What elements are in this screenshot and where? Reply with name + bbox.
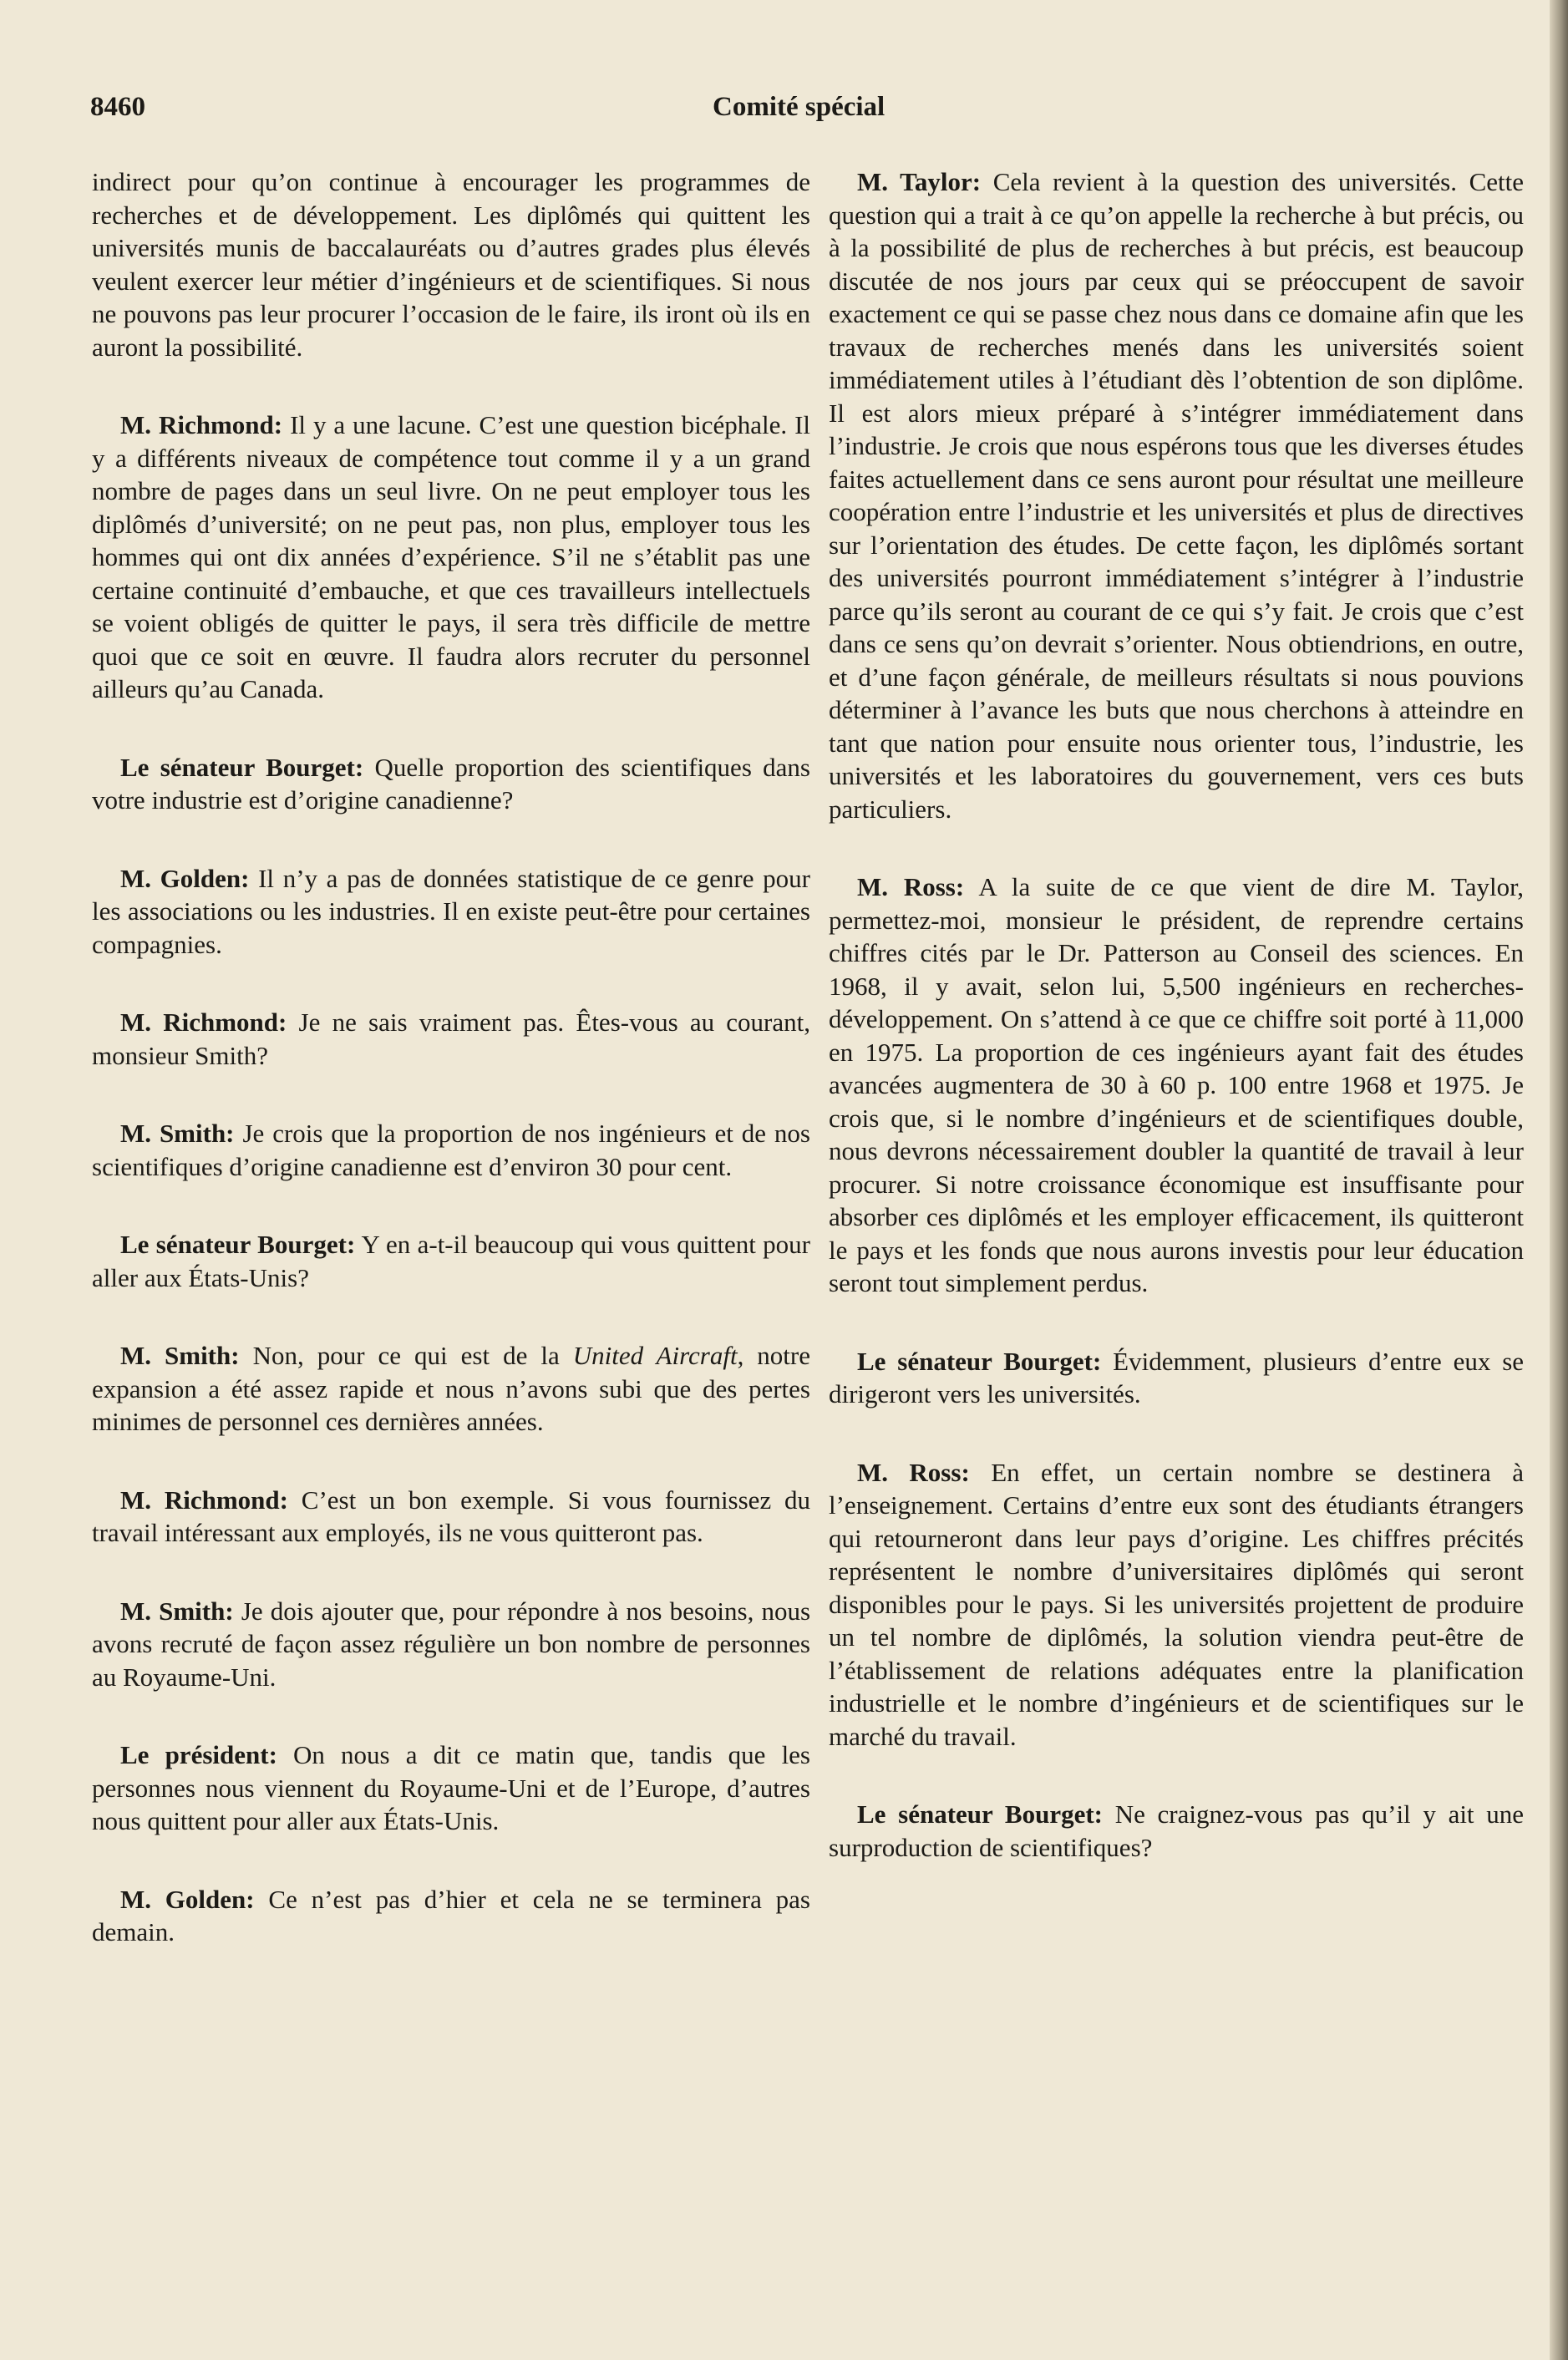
speech-text: Il n’y a pas de données statistique de ce genre pour les associations ou les industries. Il en existe peut-être pour certaines compagnies.: [92, 863, 810, 959]
speech-text: On nous a dit ce matin que, tandis que les personnes nous viennent du Royaume-Uni et de l’Europe, d’autres nous quittent pour aller aux États-Unis.: [92, 1740, 811, 1835]
speaker-name: Le président:: [120, 1740, 277, 1769]
speech-text: Ne craignez-vous pas qu’il y ait une surproduction de scientifiques?: [829, 1799, 1525, 1862]
transcript-paragraph: [92, 862, 810, 962]
right-column: [829, 165, 1524, 1909]
speech-text: Je dois ajouter que, pour répondre à nos besoins, nous avons recruté de façon assez régulière un bon nombre de personnes au Royaume-Uni.: [92, 1596, 811, 1692]
speaker-name: M. Smith:: [120, 1596, 234, 1626]
left-column: [92, 165, 810, 1994]
speaker-name: M. Richmond:: [120, 1007, 287, 1037]
speech-text: Quelle proportion des scientifiques dans votre industrie est d’origine canadienne?: [92, 752, 810, 815]
page-binding-edge: [1550, 0, 1568, 2360]
speech-text: C’est un bon exemple. Si vous fournissez du travail intéressant aux employés, ils ne vous quitteront pas.: [92, 1485, 811, 1547]
speech-text: Évidemment, plusieurs d’entre eux se dirigeront vers les universités.: [829, 1346, 1525, 1408]
transcript-paragraph: [92, 1339, 810, 1439]
page-number: 8460: [90, 92, 145, 122]
speaker-name: Le sénateur Bourget:: [120, 1230, 356, 1259]
transcript-paragraph: [92, 409, 810, 706]
speaker-name: M. Ross:: [857, 1457, 970, 1487]
transcript-paragraph: [92, 1484, 810, 1550]
page-header: [90, 92, 1527, 134]
speaker-name: M. Smith:: [120, 1119, 235, 1148]
speech-text: Ce n’est pas d’hier et cela ne se terminera pas demain.: [92, 1884, 810, 1946]
speech-text: Cela revient à la question des universités. Cette question qui a trait à ce qu’on appelle la recherche à but précis, ou à la possibilité de plus de recherches à but précis, est beaucoup discutée de nos jours par ceux qui se préoccupent de savoir exactement ce qui se passe chez nous dans ce domaine afin que les travaux de recherches menés dans les universités soient immédiatement utiles à l’étudiant dès l’obtention de son diplôme. Il est alors mieux préparé à s’intégrer immédiatement dans l’industrie. Je crois que nous espérons tous que les diverses études faites actuellement dans ce sens auront pour résultat une meilleure coopération entre l’industrie et les universités et plus de directives sur l’orientation des études. De cette façon, les diplômés sortant des universités pourront immédiatement s’intégrer à l’industrie parce qu’ils seront au courant de ce qui s’y fait. Je crois que c’est dans ce sens qu’on devrait s’orienter. Nous obtiendrions, en outre, et d’une façon générale, de meilleurs résultats si nous pouvions déterminer à l’avance les buts que nous cherchons à atteindre en tant que nation pour ensuite nous orienter tous, l’industrie, les universités et les laboratoires du gouvernement, vers ces buts particuliers.: [829, 167, 1525, 824]
speech-text: , notre expansion a été assez rapide et nous n’avons subi que des pertes minimes de personnel ces dernières années.: [92, 1341, 811, 1436]
speaker-name: Le sénateur Bourget:: [857, 1799, 1103, 1829]
speech-text-lead: Non, pour ce qui est de la: [252, 1341, 560, 1370]
transcript-paragraph: [92, 751, 810, 817]
transcript-paragraph: [92, 1006, 810, 1072]
speaker-name: M. Smith:: [120, 1341, 240, 1370]
transcript-paragraph: [829, 1798, 1524, 1864]
speech-text: En effet, un certain nombre se destinera à l’enseignement. Certains d’entre eux sont des étudiants étrangers qui retourneront dans leur pays d’origine. Les chiffres précités représentent le nombre d’universitaires diplômés qui seront disponibles pour le pays. Si les universités projettent de produire un tel nombre de diplômés, la solution viendra peut-être de l’établissement de relations adéquates entre la planification industrielle et le nombre d’ingénieurs et de scientifiques sur le marché du travail.: [829, 1457, 1524, 1751]
transcript-paragraph: [92, 1738, 810, 1838]
transcript-paragraph: [829, 1345, 1524, 1411]
transcript-paragraph: [92, 1595, 810, 1694]
speech-text: Il y a une lacune. C’est une question bicéphale. Il y a différents niveaux de compétence tout comme il y a un grand nombre de pages dans un seul livre. On ne peut employer tous les diplômés d’université; on ne peut pas, non plus, employer tous les hommes qui ont dix années d’expérience. S’il ne s’établit pas une certaine continuité d’embauche, et que ces travailleurs intellectuels se voient obligés de quitter le pays, il sera très difficile de mettre quoi que ce soit en œuvre. Il faudra alors recruter du personnel ailleurs qu’au Canada.: [92, 410, 811, 703]
speech-text: Je ne sais vraiment pas. Êtes-vous au courant, monsieur Smith?: [92, 1007, 811, 1070]
speech-text: Y en a-t-il beaucoup qui vous quittent pour aller aux États-Unis?: [92, 1230, 810, 1292]
speaker-name: M. Golden:: [120, 863, 250, 893]
transcript-paragraph: [92, 1228, 810, 1294]
transcript-paragraph: [829, 165, 1524, 825]
company-name-italic: United Aircraft: [572, 1341, 738, 1370]
transcript-paragraph: [829, 1456, 1524, 1754]
speaker-name: Le sénateur Bourget:: [857, 1346, 1102, 1376]
continued-paragraph: indirect pour qu’on continue à encourager les programmes de recherches et de développement. Les diplômés qui quittent les universités munis de baccalauréats ou d’autres grades plus élevés veulent exercer leur métier d’ingénieurs et de scientifiques. Si nous ne pouvons pas leur procurer l’occasion de le faire, ils iront où ils en auront la possibilité.: [92, 167, 810, 362]
transcript-paragraph: [829, 870, 1524, 1300]
speaker-name: M. Richmond:: [120, 410, 283, 439]
speaker-name: M. Richmond:: [120, 1485, 288, 1515]
speaker-name: Le sénateur Bourget:: [120, 752, 364, 782]
transcript-paragraph: [92, 1117, 810, 1183]
speech-text: Je crois que la proportion de nos ingénieurs et de nos scientifiques d’origine canadienne est d’environ 30 pour cent.: [92, 1119, 810, 1181]
speech-text: A la suite de ce que vient de dire M. Taylor, permettez-moi, monsieur le président, de reprendre certains chiffres cités par le Dr. Patterson au Conseil des sciences. En 1968, il y avait, selon lui, 5,500 ingénieurs en recherches-développement. On s’attend à ce que ce chiffre soit porté à 11,000 en 1975. La proportion de ces ingénieurs ayant fait des études avancées augmentera de 30 à 60 p. 100 entre 1968 et 1975. Je crois que, si le nombre d’ingénieurs et de scientifiques double, nous devrons nécessairement doubler la quantité de travail à leur procurer. Si notre croissance économique est insuffisante pour absorber ces diplômés et les employer efficacement, ils quitteront le pays et les fonds que nous aurons investis pour leur éducation seront tout simplement perdus.: [829, 872, 1524, 1297]
speaker-name: M. Ross:: [857, 872, 965, 901]
transcript-paragraph: [92, 1883, 810, 1949]
running-head: Comité spécial: [713, 92, 885, 122]
speaker-name: M. Golden:: [120, 1884, 255, 1914]
speaker-name: M. Taylor:: [857, 167, 982, 196]
